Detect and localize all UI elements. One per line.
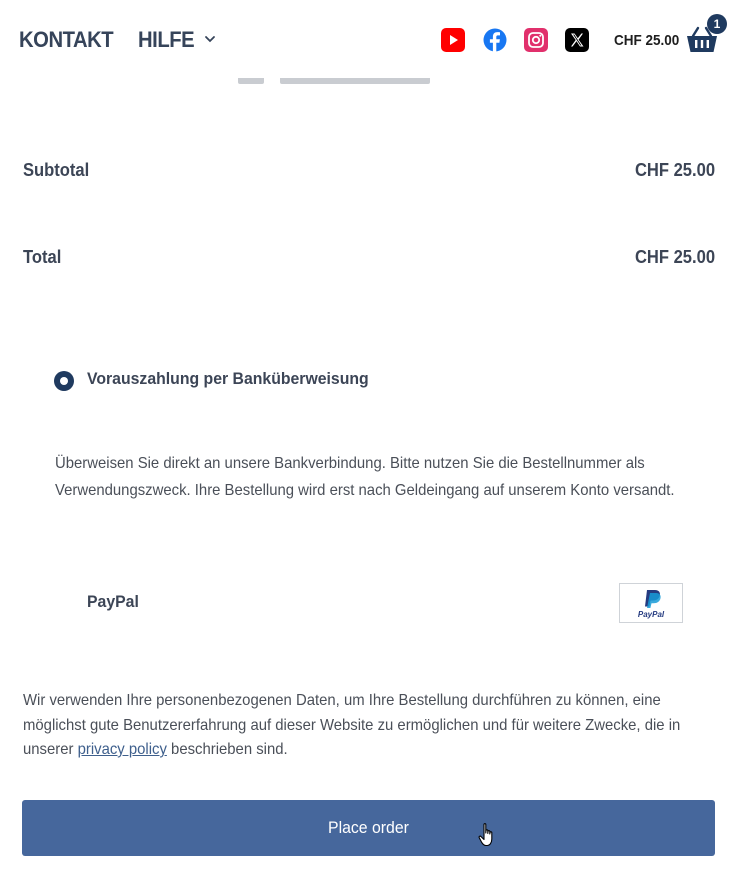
facebook-icon[interactable]	[483, 28, 507, 52]
cart-count-badge: 1	[707, 14, 727, 34]
subtotal-label: Subtotal	[23, 160, 90, 180]
chevron-down-icon[interactable]	[204, 33, 216, 45]
x-icon[interactable]	[565, 28, 589, 52]
scrolled-content-edge	[0, 78, 735, 94]
paypal-logo	[619, 583, 683, 623]
payment-radio-bank-transfer[interactable]	[54, 371, 74, 391]
subtotal-value: CHF 25.00	[634, 160, 715, 180]
hand-pointer-icon	[478, 822, 498, 848]
privacy-text-before: Wir verwenden Ihre personenbezogenen Daten, um Ihre Bestellung durchführen zu können, eine möglichst gute Benutzererfahrung auf dieser Website zu ermöglichen und für weitere Zwecke, die in unserer	[23, 692, 681, 758]
privacy-notice	[23, 689, 711, 763]
place-order-label: Place order	[328, 818, 409, 837]
cart-total[interactable]: CHF 25.00	[614, 32, 680, 49]
nav-kontakt[interactable]: KONTAKT	[19, 27, 114, 52]
total-value: CHF 25.00	[634, 247, 715, 267]
privacy-text-after: beschrieben sind.	[166, 741, 288, 758]
site-header	[0, 0, 735, 78]
youtube-icon[interactable]	[441, 28, 465, 52]
nav-hilfe[interactable]: HILFE	[138, 27, 195, 52]
payment-method-paypal-label[interactable]: PayPal	[87, 592, 139, 611]
privacy-policy-link[interactable]: privacy policy	[77, 741, 167, 758]
place-order-button[interactable]	[22, 800, 715, 856]
paypal-logo-text: PayPal	[637, 610, 665, 619]
paypal-icon	[620, 584, 682, 622]
bank-transfer-description: Überweisen Sie direkt an unsere Bankverbindung. Bitte nutzen Sie die Bestellnummer als Verwendungszweck. Ihre Bestellung wird erst nach Geldeingang auf unserem Konto versandt.	[55, 455, 675, 499]
payment-method-bank-transfer-label[interactable]: Vorauszahlung per Banküberweisung	[87, 369, 369, 388]
instagram-icon[interactable]	[524, 28, 548, 52]
total-label: Total	[23, 247, 62, 267]
